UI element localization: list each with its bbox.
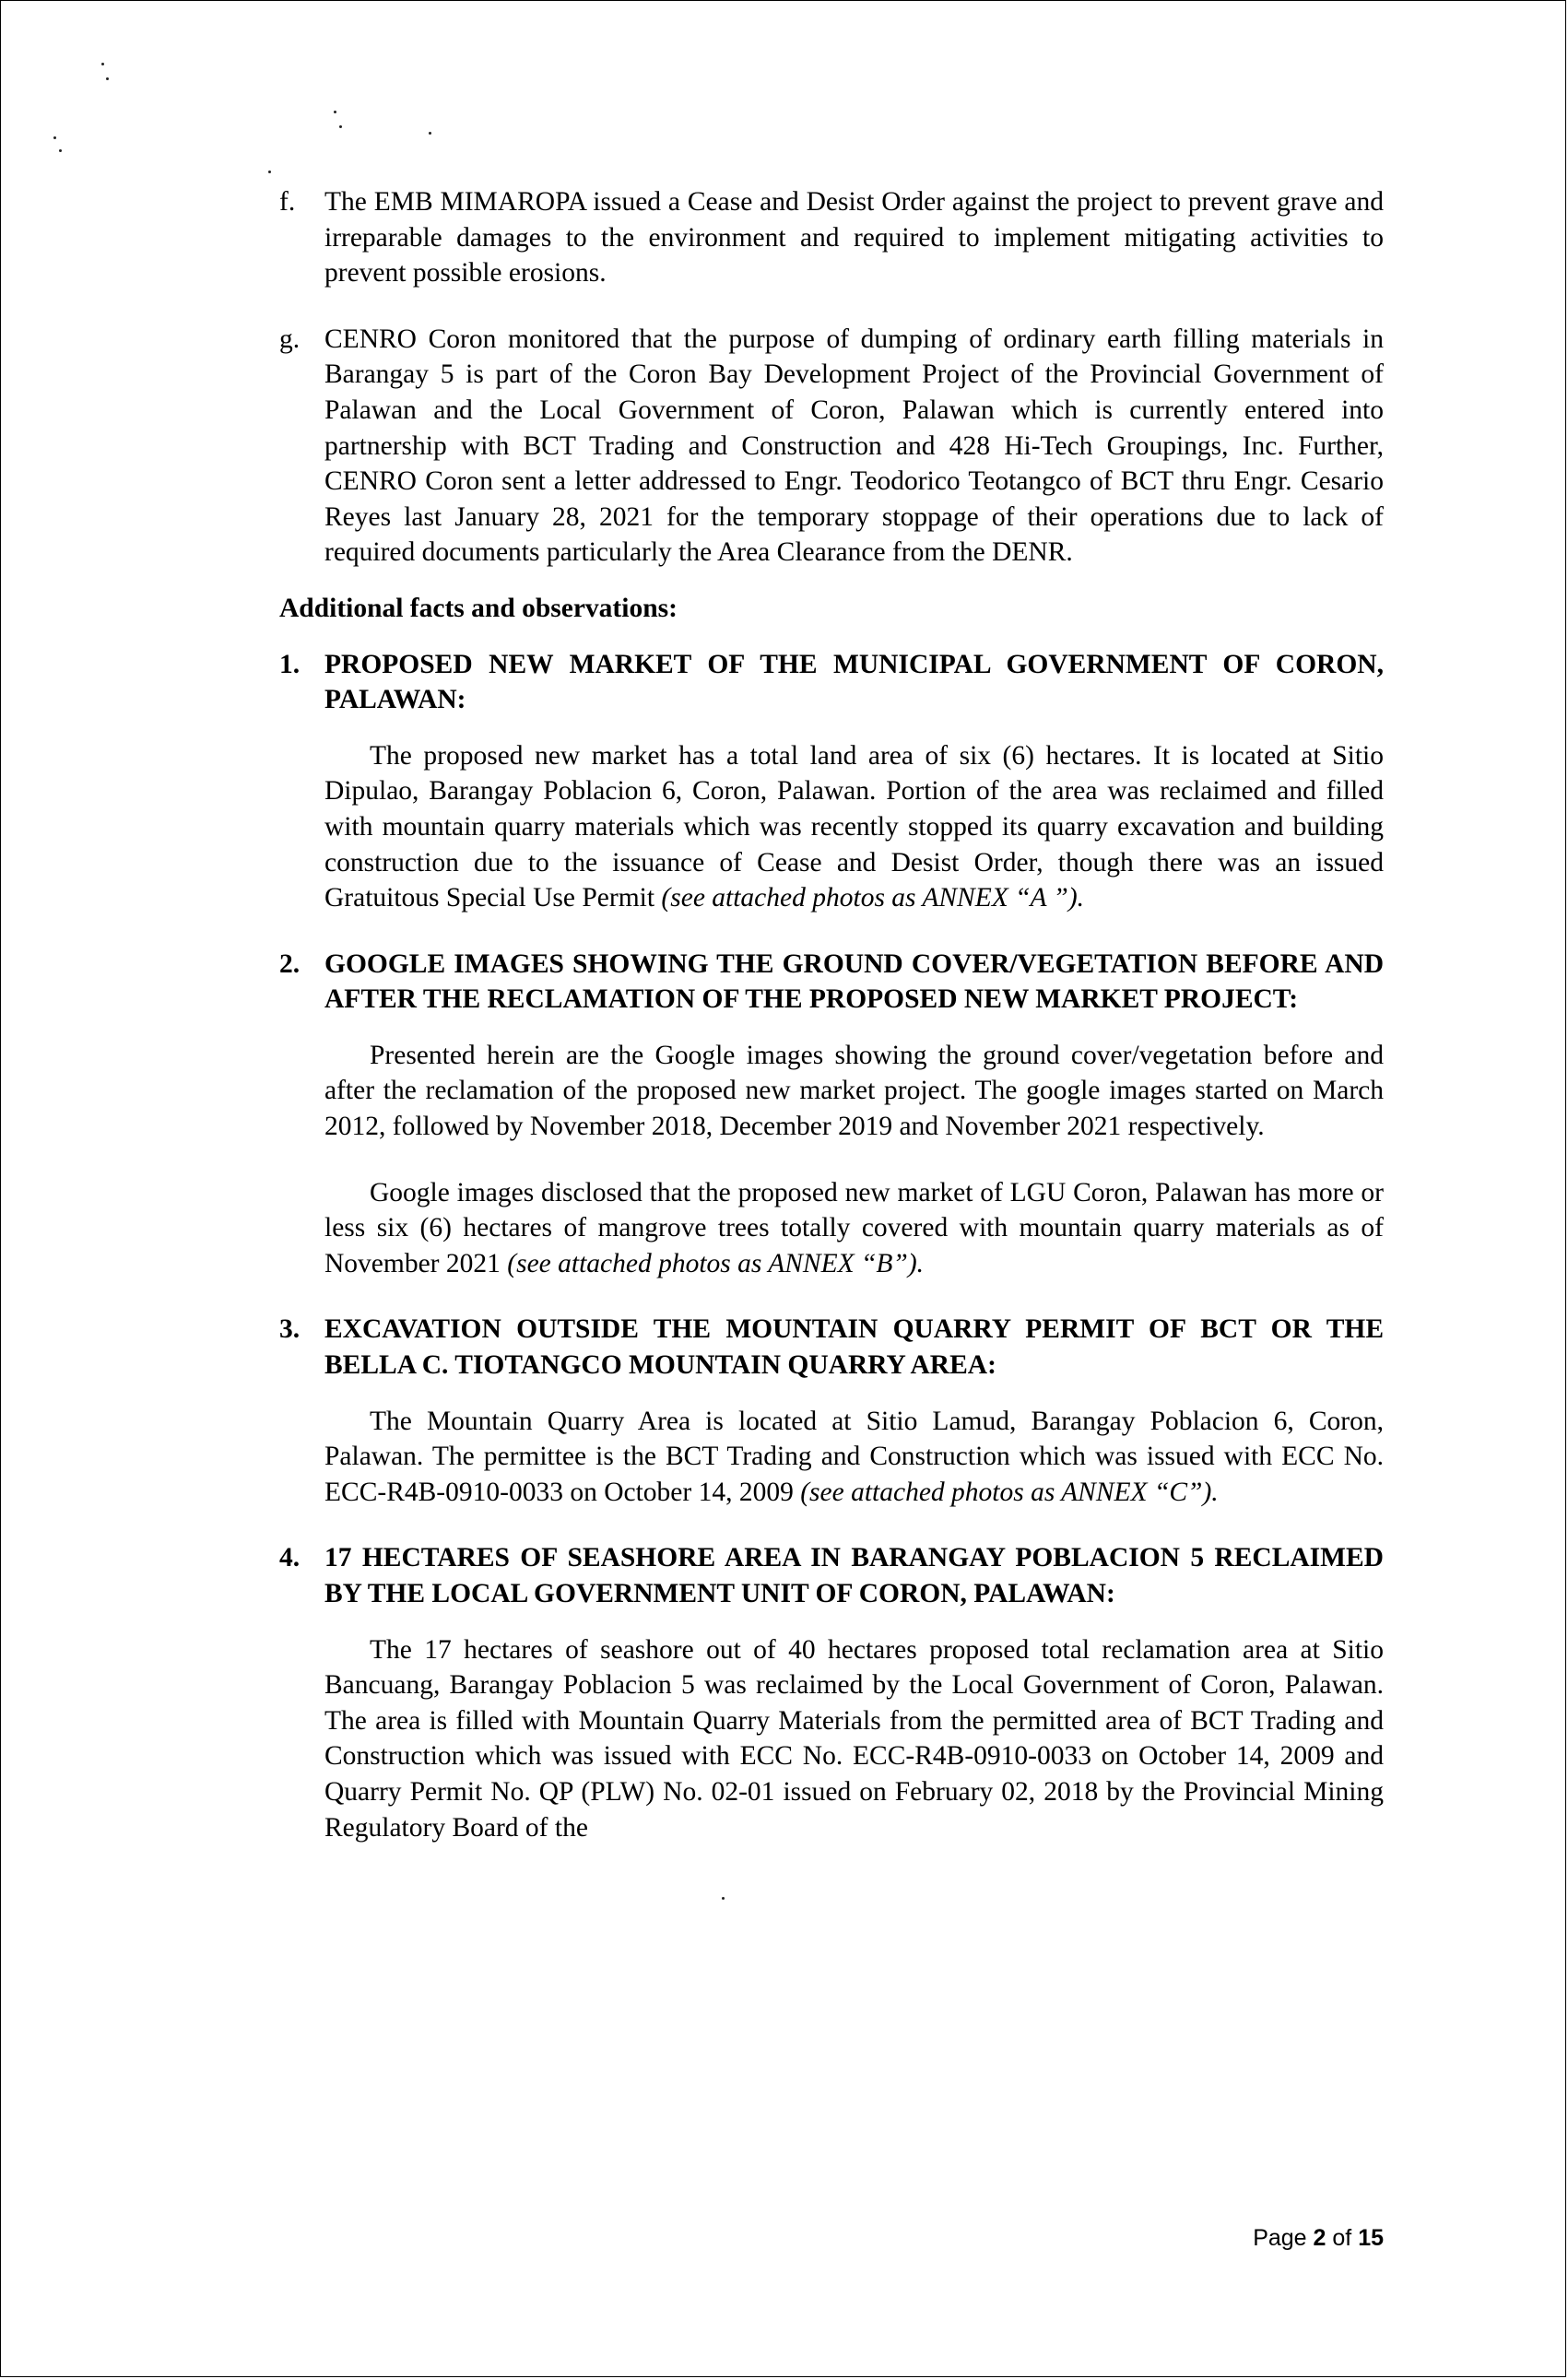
section-paragraph	[279, 1632, 1384, 1846]
page-total: 15	[1358, 2225, 1384, 2251]
paragraph-text: The Mountain Quarry Area is located at Sitio Lamud, Barangay Poblacion 6, Coron, Palawan. The permittee is the BCT Trading and Construction which was issued with ECC No. ECC-R4B-0910-0033 on October 14, 2009	[324, 1406, 1384, 1507]
section-title: EXCAVATION OUTSIDE THE MOUNTAIN QUARRY PERMIT OF BCT OR THE BELLA C. TIOTANGCO MOUNTAIN QUARRY AREA:	[324, 1314, 1384, 1381]
section-paragraph	[279, 1038, 1384, 1145]
scan-speck	[268, 171, 271, 173]
scan-speck	[339, 125, 342, 128]
paragraph-text: The 17 hectares of seashore out of 40 hectares proposed total reclamation area at Sitio Bancuang, Barangay Poblacion 5 was reclaimed by the Local Government of Coron, Palawan. The area is filled with Mountain Quarry Materials from the permitted area of BCT Trading and Construction which was issued with ECC No. ECC-R4B-0910-0033 on October 14, 2009 and Quarry Permit No. QP (PLW) No. 02-01 issued on February 02, 2018 by the Provincial Mining Regulatory Board of the	[324, 1634, 1384, 1843]
section-paragraph	[279, 1175, 1384, 1282]
scan-speck	[334, 111, 336, 113]
section-heading-1	[279, 647, 1384, 718]
list-item-text: CENRO Coron monitored that the purpose of dumping of ordinary earth filling materials in Barangay 5 is part of the Coron Bay Development Project of the Provincial Government of Palawan and the Local Government of Coron, Palawan which is currently entered into partnership with BCT Trading and Construction and 428 Hi-Tech Groupings, Inc. Further, CENRO Coron sent a letter addressed to Engr. Teodorico Teotangco of BCT thru Engr. Cesario Reyes last January 28, 2021 for the temporary stoppage of their operations due to lack of required documents particularly the Area Clearance from the DENR.	[324, 324, 1384, 568]
annex-reference: (see attached photos as ANNEX “C”).	[800, 1477, 1219, 1507]
paragraph-text: The proposed new market has a total land area of six (6) hectares. It is located at Sitio Dipulao, Barangay Poblacion 6, Coron, Palawan. Portion of the area was reclaimed and filled with mountain quarry materials which was recently stopped its quarry excavation and building construction due to the issuance of Cease and Desist Order, though there was an issued Gratuitous Special Use Permit	[324, 740, 1384, 913]
paragraph-text: Presented herein are the Google images showing the ground cover/vegetation before and after the reclamation of the proposed new market project. The google images started on March 2012, followed by November 2018, December 2019 and November 2021 respectively.	[324, 1040, 1384, 1142]
scan-speck	[106, 77, 109, 80]
page-of-label: of	[1326, 2225, 1359, 2251]
page-label: Page	[1253, 2225, 1314, 2251]
scan-speck	[101, 63, 104, 65]
list-marker: g.	[279, 324, 301, 354]
section-paragraph	[279, 738, 1384, 916]
section-title: PROPOSED NEW MARKET OF THE MUNICIPAL GOVERNMENT OF CORON, PALAWAN:	[324, 649, 1384, 715]
annex-reference: (see attached photos as ANNEX “B”).	[507, 1248, 925, 1278]
scan-speck	[429, 132, 431, 135]
page-number: 2	[1313, 2225, 1326, 2251]
section-title: GOOGLE IMAGES SHOWING THE GROUND COVER/VEGETATION BEFORE AND AFTER THE RECLAMATION OF THE PROPOSED NEW MARKET PROJECT:	[324, 948, 1384, 1015]
additional-facts-heading: Additional facts and observations:	[279, 593, 678, 623]
scan-speck	[722, 1897, 725, 1900]
list-marker: f.	[279, 187, 296, 217]
list-item-f	[279, 184, 1384, 291]
section-number: 4.	[279, 1543, 301, 1573]
section-number: 3.	[279, 1314, 301, 1345]
section-heading-3	[279, 1312, 1384, 1383]
document-body	[279, 184, 1384, 1845]
page-footer	[1253, 2225, 1384, 2252]
list-item-text: The EMB MIMAROPA issued a Cease and Desist Order against the project to prevent grave and irreparable damages to the environment and required to implement mitigating activities to prevent possible erosions.	[324, 187, 1384, 289]
section-paragraph	[279, 1404, 1384, 1511]
paragraph-text: Google images disclosed that the proposed new market of LGU Coron, Palawan has more or less six (6) hectares of mangrove trees totally covered with mountain quarry materials as of November 2021	[324, 1177, 1384, 1278]
section-heading-2	[279, 947, 1384, 1018]
section-number: 2.	[279, 948, 301, 979]
annex-reference: (see attached photos as ANNEX “A ”).	[661, 883, 1085, 913]
section-heading-4	[279, 1540, 1384, 1611]
scan-speck	[59, 149, 62, 152]
scan-speck	[53, 136, 56, 139]
section-title: 17 HECTARES OF SEASHORE AREA IN BARANGAY POBLACION 5 RECLAIMED BY THE LOCAL GOVERNMENT UNIT OF CORON, PALAWAN:	[324, 1543, 1384, 1608]
list-item-g	[279, 322, 1384, 571]
section-number: 1.	[279, 649, 301, 679]
